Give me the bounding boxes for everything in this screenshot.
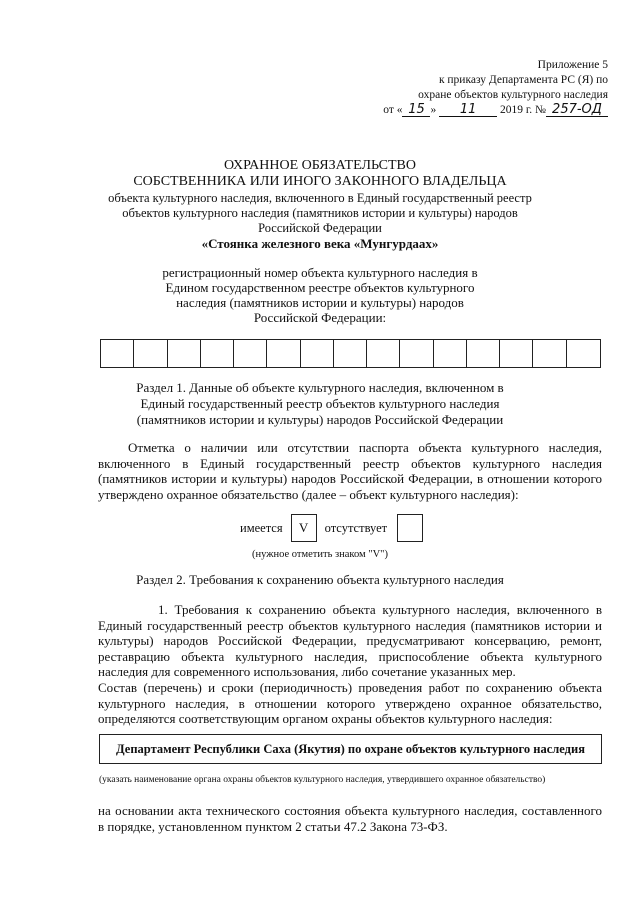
- reg-number-grid[interactable]: [100, 339, 601, 368]
- authority-note: (указать наименование органа охраны объектов культурного наследия, утвердившего охранное обязательство): [99, 775, 546, 785]
- reg-number-cell[interactable]: [500, 340, 533, 367]
- appendix-header: [348, 58, 608, 118]
- passport-choice: [240, 513, 431, 543]
- basis-paragraph: на основании акта технического состояния объекта культурного наследия, составленного в порядке, установленном пунктом 2 статьи 47.2 Закона 73-ФЗ.: [98, 803, 602, 834]
- date-prefix: от «: [383, 104, 403, 116]
- order-number: 257-ОД: [546, 103, 608, 117]
- present-checkbox[interactable]: V: [291, 514, 317, 542]
- document-title-line2: СОБСТВЕННИКА ИЛИ ИНОГО ЗАКОННОГО ВЛАДЕЛЬЦА: [133, 174, 507, 189]
- appendix-line2: к приказу Департамента РС (Я) по: [438, 74, 608, 86]
- appendix-line3: охране объектов культурного наследия: [418, 89, 608, 101]
- reg-number-cell[interactable]: [400, 340, 433, 367]
- requirement-number: 1.: [158, 602, 168, 617]
- choice-note: (нужное отметить знаком "V"): [252, 549, 388, 560]
- reg-number-cell[interactable]: [201, 340, 234, 367]
- date-year: 2019 г. №: [499, 104, 546, 116]
- reg-number-cell[interactable]: [467, 340, 500, 367]
- reg-number-cell[interactable]: [134, 340, 167, 367]
- absent-checkbox[interactable]: [397, 514, 423, 542]
- date-day: 15: [402, 103, 430, 117]
- section1-title: Раздел 1. Данные об объекте культурного наследия, включенном в Единый государственный реестр объектов культурного наследия (памятников истории и культуры) народов Российской Федерации: [136, 380, 504, 427]
- reg-number-cell[interactable]: [301, 340, 334, 367]
- date-mid: »: [430, 104, 437, 116]
- reg-number-cell[interactable]: [234, 340, 267, 367]
- reg-number-cell[interactable]: [101, 340, 134, 367]
- reg-number-cell[interactable]: [168, 340, 201, 367]
- passport-paragraph: Отметка о наличии или отсутствии паспорта объекта культурного наследия, включенного в Единый государственный реестр объектов культурного наследия (памятников истории и культуры) народов Российской Федерации, в отношении которого утверждено охранное обязательство (далее – объект культурного наследия):: [98, 440, 602, 502]
- requirement-text: Требования к сохранению объекта культурного наследия, включенного в Единый государственный реестр объектов культурного наследия (памятников истории и культуры) народов Российской Федерации, предусматривают консервацию, ремонт, реставрацию объекта культурного наследия, приспособление объекта культурного наследия для современного использования, либо сочетание указанных мер.: [98, 602, 602, 679]
- present-label: имеется: [240, 520, 283, 535]
- reg-number-label: регистрационный номер объекта культурного наследия в Едином государственном реестре объектов культурного наследия (памятников истории и культуры) народов Российской Федерации:: [162, 265, 478, 325]
- works-paragraph: Состав (перечень) и сроки (периодичность) проведения работ по сохранению объекта культурного наследия, в отношении которого утверждено охранное обязательство, определяются соответствующим органом охраны объектов культурного наследия:: [98, 680, 602, 726]
- absent-label: отсутствует: [324, 520, 388, 535]
- reg-number-cell[interactable]: [434, 340, 467, 367]
- reg-number-cell[interactable]: [567, 340, 600, 367]
- requirements-paragraph: [98, 602, 602, 680]
- section2-title: Раздел 2. Требования к сохранению объекта культурного наследия: [136, 572, 504, 587]
- reg-number-cell[interactable]: [367, 340, 400, 367]
- reg-number-cell[interactable]: [267, 340, 300, 367]
- reg-number-cell[interactable]: [533, 340, 566, 367]
- date-month: 11: [439, 103, 497, 117]
- authority-name-box[interactable]: Департамент Республики Саха (Якутия) по охране объектов культурного наследия: [99, 734, 602, 764]
- object-name: «Стоянка железного века «Мунгурдаах»: [201, 236, 439, 251]
- reg-number-cell[interactable]: [334, 340, 367, 367]
- appendix-line1: Приложение 5: [537, 59, 608, 71]
- appendix-date-line: [348, 103, 608, 118]
- document-title-line1: ОХРАННОЕ ОБЯЗАТЕЛЬСТВО: [224, 158, 416, 173]
- document-subtitle: объекта культурного наследия, включенного в Единый государственный реестр объектов культурного наследия (памятников истории и культуры) народов Российской Федерации: [108, 191, 532, 235]
